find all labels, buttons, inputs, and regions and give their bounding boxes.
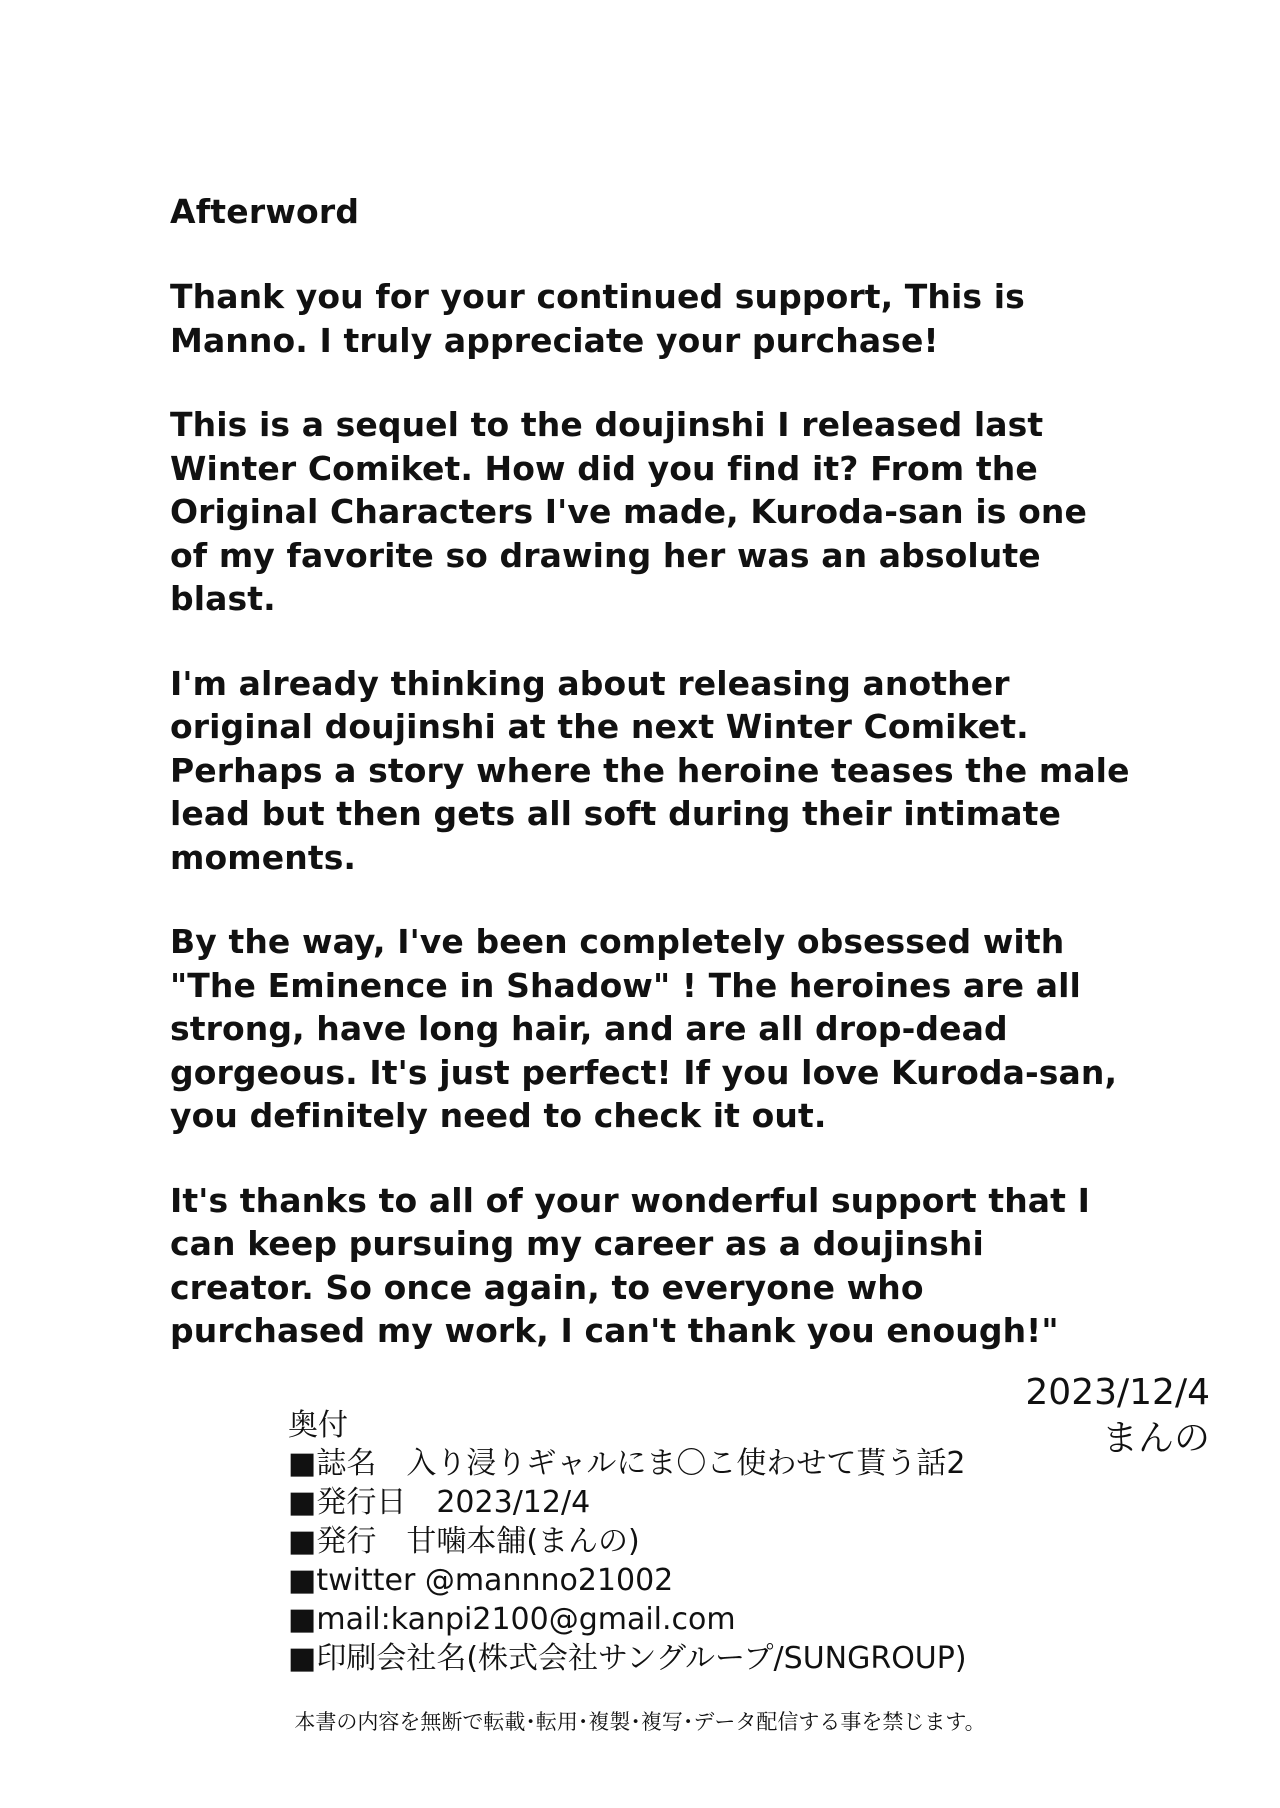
colophon-line-title: ■誌名 入り浸りギャルにま〇こ使わせて貰う話2 — [288, 1446, 966, 1481]
colophon-title: 奥付 — [288, 1408, 348, 1443]
afterword-paragraph-1: Thank you for your continued support, This is Manno. I truly appreciate your purchase! — [170, 277, 1025, 360]
afterword-section — [170, 190, 1130, 1394]
colophon-line-publisher: ■発行 甘噛本舗(まんの) — [288, 1524, 640, 1559]
legal-notice: 本書の内容を無断で転載･転用･複製･複写･データ配信する事を禁じます。 — [294, 1710, 986, 1734]
colophon-line-printer: ■印刷会社名(株式会社サングループ/SUNGROUP) — [288, 1641, 967, 1676]
afterword-paragraph-2: This is a sequel to the doujinshi I released last Winter Comiket. How did you find it? From the Original Characters I've made, Kuroda-san is one of my favorite so drawing her was an absolute blast. — [170, 405, 1087, 618]
colophon — [288, 1408, 1108, 1678]
signature-date: 2023/12/4 — [1025, 1372, 1210, 1413]
afterword-paragraph-4: By the way, I've been completely obsessed with "The Eminence in Shadow" ! The heroines are all strong, have long hair, and are all drop-dead gorgeous. It's just perfect! If you love Kuroda-san, you definitely need to check it out. — [170, 922, 1118, 1135]
colophon-line-mail: ■mail:kanpi2100@gmail.com — [288, 1602, 736, 1637]
signature-author: まんの — [1101, 1418, 1210, 1459]
afterword-paragraph-3: I'm already thinking about releasing another original doujinshi at the next Winter Comiket. Perhaps a story where the heroine teases the male lead but then gets all soft during their intimate moments. — [170, 663, 1130, 877]
afterword-paragraph-5: It's thanks to all of your wonderful support that I can keep pursuing my career as a doujinshi creator. So once again, to everyone who purchased my work, I can't thank you enough!" — [170, 1180, 1091, 1350]
colophon-line-date: ■発行日 2023/12/4 — [288, 1485, 591, 1520]
colophon-line-twitter: ■twitter @mannno21002 — [288, 1563, 674, 1598]
afterword-heading: Afterword — [170, 192, 360, 231]
